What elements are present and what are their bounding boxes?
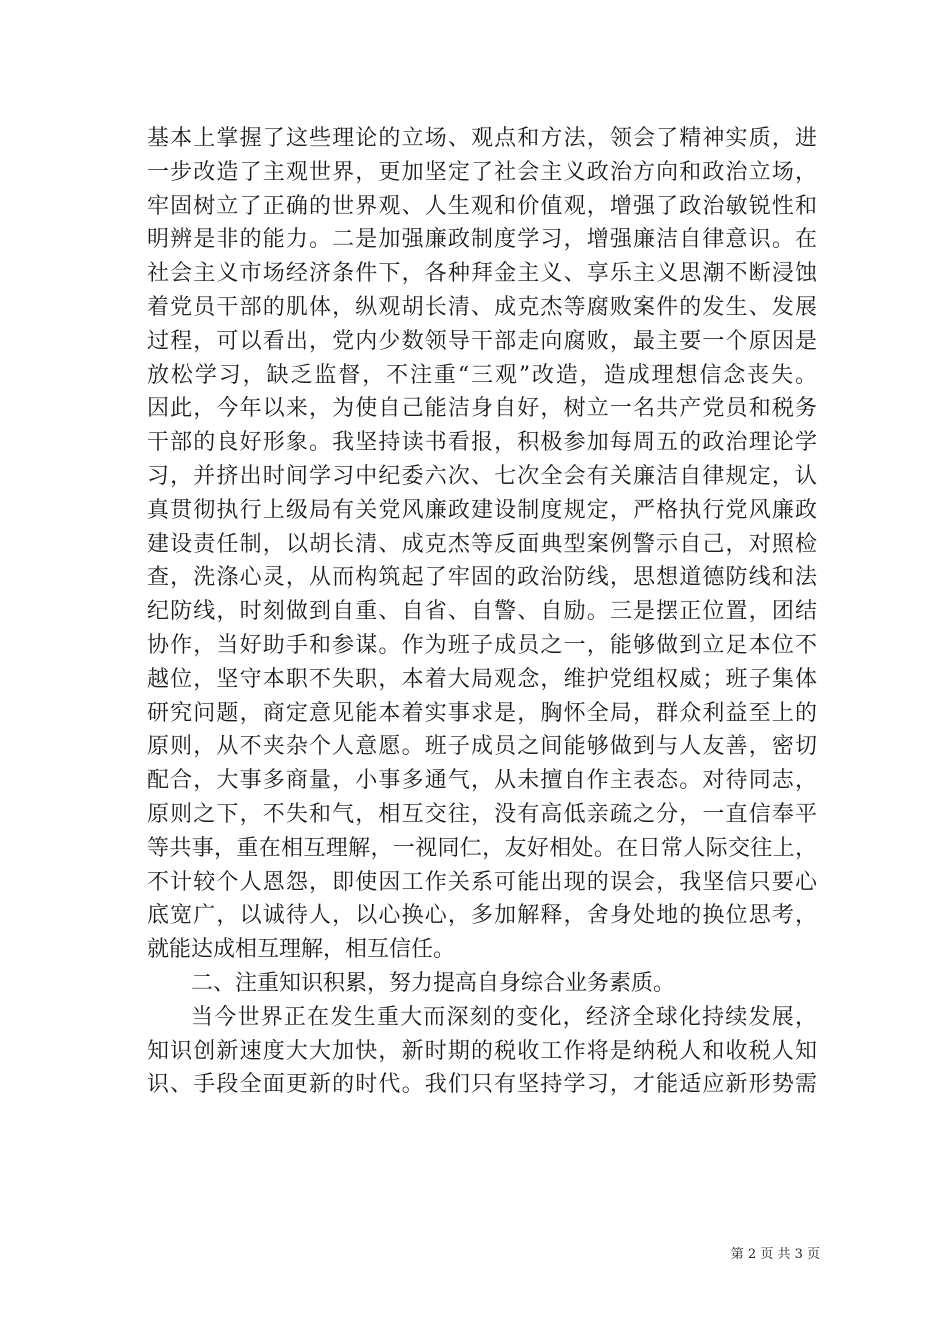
text-line: 纪防线，时刻做到自重、自省、自警、自励。三是摆正位置，团结: [147, 599, 817, 625]
text-line: 不计较个人恩怨，即使因工作关系可能出现的误会，我坚信只要心: [147, 869, 817, 895]
text-line: 二、注重知识积累，努力提高自身综合业务素质。: [191, 970, 676, 996]
text-line: 明辨是非的能力。二是加强廉政制度学习，增强廉洁自律意识。在: [147, 227, 817, 253]
text-line: 就能达成相互理解，相互信任。: [147, 937, 456, 963]
text-line: 配合，大事多商量，小事多通气，从未擅自作主表态。对待同志，: [147, 768, 817, 794]
text-line: 着党员干部的肌体，纵观胡长清、成克杰等腐败案件的发生、发展: [147, 294, 817, 320]
text-line: 基本上掌握了这些理论的立场、观点和方法，领会了精神实质，进: [147, 126, 817, 151]
text-line: 研究问题，商定意见能本着实事求是，胸怀全局，群众利益至上的: [147, 700, 817, 726]
text-line: 真贯彻执行上级局有关党风廉政建设制度规定，严格执行党风廉政: [147, 497, 817, 523]
text-line: 放松学习，缺乏监督，不注重“三观”改造，造成理想信念丧失。: [147, 362, 817, 388]
text-line: 社会主义市场经济条件下，各种拜金主义、享乐主义思潮不断浸蚀: [147, 261, 817, 287]
text-line: 原则之下，不失和气，相互交往，没有高低亲疏之分，一直信奉平: [147, 801, 817, 827]
text-line: 查，洗涤心灵，从而构筑起了牢固的政治防线，思想道德防线和法: [147, 565, 817, 591]
text-line: 干部的良好形象。我坚持读书看报，积极参加每周五的政治理论学: [147, 430, 817, 456]
text-line: 原则，从不夹杂个人意愿。班子成员之间能够做到与人友善，密切: [147, 734, 817, 760]
text-line: 一步改造了主观世界，更加坚定了社会主义政治方向和政治立场，: [147, 159, 817, 185]
text-line: 等共事，重在相互理解，一视同仁，友好相处。在日常人际交往上，: [147, 835, 817, 861]
text-line: 当今世界正在发生重大而深刻的变化，经济全球化持续发展，: [191, 1004, 817, 1030]
page-number: 第 2 页 共 3 页: [730, 1247, 820, 1262]
text-line: 过程，可以看出，党内少数领导干部走向腐败，最主要一个原因是: [147, 328, 817, 354]
text-line: 建设责任制，以胡长清、成克杰等反面典型案例警示自己，对照检: [147, 531, 817, 557]
body-text: [147, 122, 817, 1102]
text-line: 知识创新速度大大加快，新时期的税收工作将是纳税人和收税人知: [147, 1038, 817, 1064]
text-line: 习，并挤出时间学习中纪委六次、七次全会有关廉洁自律规定，认: [147, 463, 817, 489]
text-line: 底宽广，以诚待人，以心换心，多加解释，舍身处地的换位思考，: [147, 903, 817, 929]
text-line: 因此，今年以来，为使自己能洁身自好，树立一名共产党员和税务: [147, 396, 817, 422]
text-line: 协作，当好助手和参谋。作为班子成员之一，能够做到立足本位不: [147, 632, 817, 658]
text-line: 牢固树立了正确的世界观、人生观和价值观，增强了政治敏锐性和: [147, 193, 817, 219]
text-line: 越位，坚守本职不失职，本着大局观念，维护党组权威；班子集体: [147, 666, 817, 692]
text-line: 识、手段全面更新的时代。我们只有坚持学习，才能适应新形势需: [147, 1072, 817, 1098]
